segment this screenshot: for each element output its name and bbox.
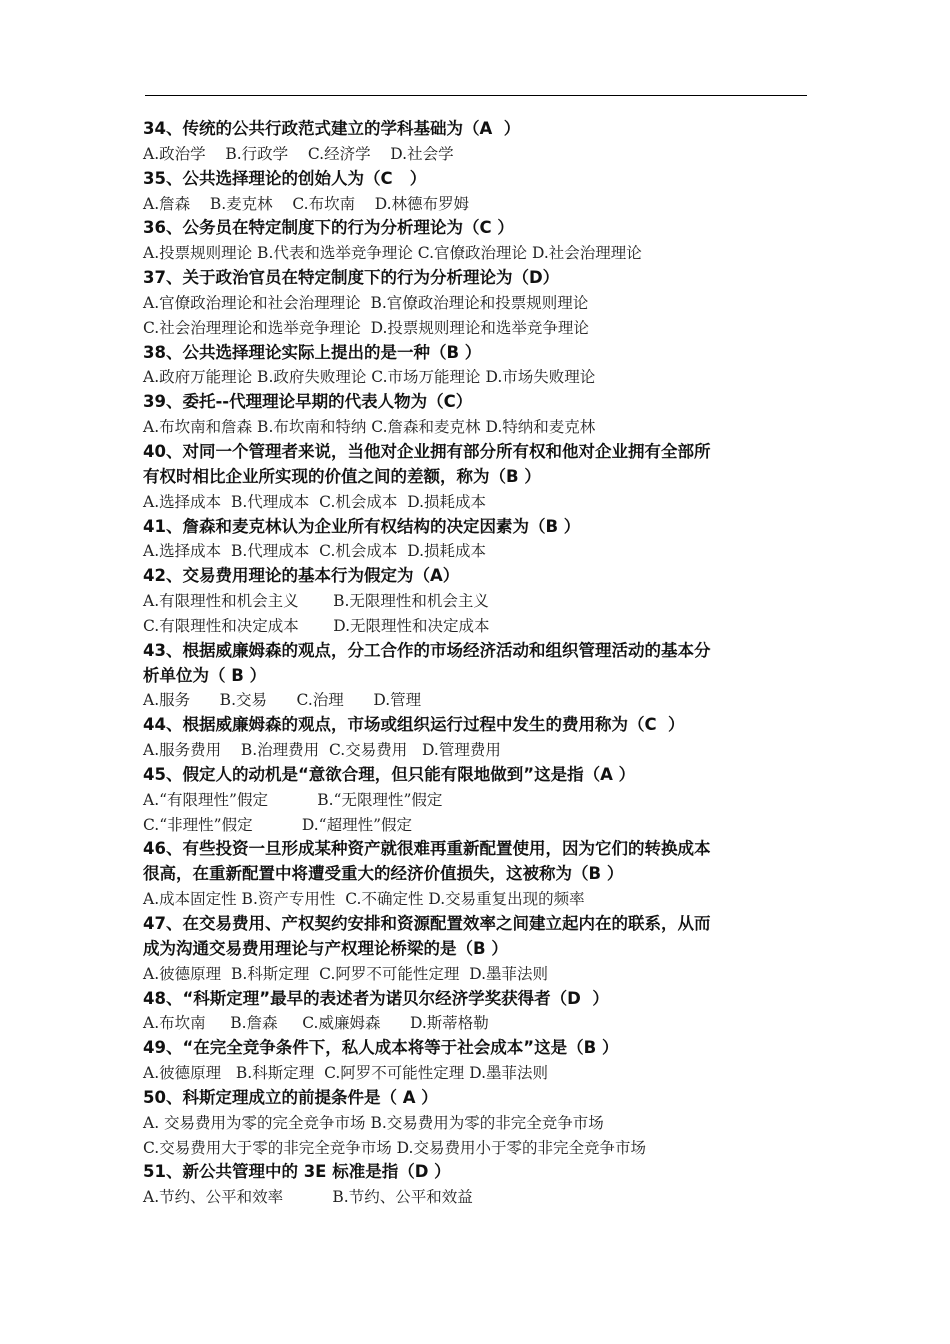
question-text: 42、交易费用理论的基本行为假定为（A） xyxy=(143,566,460,586)
question-text: 46、有些投资一旦形成某种资产就很难再重新配置使用，因为它们的转换成本 xyxy=(143,839,711,859)
question-text: 很高，在重新配置中将遭受重大的经济价值损失，这被称为（B ） xyxy=(143,864,624,884)
question-text: 39、委托--代理理论早期的代表人物为（C） xyxy=(143,392,473,412)
answer-options: A.服务费用 B.治理费用 C.交易费用 D.管理费用 xyxy=(143,741,501,760)
answer-options: A.选择成本 B.代理成本 C.机会成本 D.损耗成本 xyxy=(143,542,487,561)
answer-options: A.彼德原理 B.科斯定理 C.阿罗不可能性定理 D.墨菲法则 xyxy=(143,964,549,983)
answer-options: A. 交易费用为零的完全竞争市场 B.交易费用为零的非完全竞争市场 xyxy=(143,1113,604,1132)
answer-options: C.交易费用大于零的非完全竞争市场 D.交易费用小于零的非完全竞争市场 xyxy=(143,1138,646,1157)
question-text: 50、科斯定理成立的前提条件是（ A ） xyxy=(143,1087,438,1107)
answer-options: C.有限理性和决定成本 D.无限理性和决定成本 xyxy=(143,616,490,635)
question-text: 43、根据威廉姆森的观点，分工合作的市场经济活动和组织管理活动的基本分 xyxy=(143,640,711,660)
answer-options: C.社会治理理论和选举竞争理论 D.投票规则理论和选举竞争理论 xyxy=(143,318,589,337)
question-text: 36、公务员在特定制度下的行为分析理论为（C ） xyxy=(143,218,514,238)
question-text: 40、对同一个管理者来说，当他对企业拥有部分所有权和他对企业拥有全部所 xyxy=(143,441,711,461)
question-text: 41、詹森和麦克林认为企业所有权结构的决定因素为（B ） xyxy=(143,516,581,536)
question-text: 38、公共选择理论实际上提出的是一种（B ） xyxy=(143,342,482,362)
question-text: 35、公共选择理论的创始人为（C ） xyxy=(143,168,427,188)
question-text: 49、“在完全竞争条件下，私人成本将等于社会成本”这是（B ） xyxy=(143,1038,619,1058)
question-text: 44、根据威廉姆森的观点，市场或组织运行过程中发生的费用称为（C ） xyxy=(143,715,685,735)
question-text: 成为沟通交易费用理论与产权理论桥梁的是（B ） xyxy=(143,938,508,958)
answer-options: A.节约、公平和效率 B.节约、公平和效益 xyxy=(143,1188,473,1207)
answer-options: A.“有限理性”假定 B.“无限理性”假定 xyxy=(143,790,443,809)
answer-options: A.投票规则理论 B.代表和选举竞争理论 C.官僚政治理论 D.社会治理理论 xyxy=(143,244,642,263)
question-text: 析单位为（ B ） xyxy=(143,665,267,685)
answer-options: A.官僚政治理论和社会治理理论 B.官僚政治理论和投票规则理论 xyxy=(143,293,589,312)
header-rule xyxy=(145,95,807,96)
question-text: 34、传统的公共行政范式建立的学科基础为（A ） xyxy=(143,119,521,138)
question-text: 48、“科斯定理”最早的表述者为诺贝尔经济学奖获得者（D ） xyxy=(143,988,609,1008)
question-text: 45、假定人的动机是“意欲合理，但只能有限地做到”这是指（A ） xyxy=(143,764,636,784)
answer-options: A.布坎南和詹森 B.布坎南和特纳 C.詹森和麦克林 D.特纳和麦克林 xyxy=(143,418,596,437)
question-text: 有权时相比企业所实现的价值之间的差额，称为（B ） xyxy=(143,466,541,486)
answer-options: A.服务 B.交易 C.治理 D.管理 xyxy=(143,691,422,710)
answer-options: A.布坎南 B.詹森 C.威廉姆森 D.斯蒂格勒 xyxy=(143,1014,489,1033)
question-text: 47、在交易费用、产权契约安排和资源配置效率之间建立起内在的联系，从而 xyxy=(143,914,711,933)
answer-options: A.有限理性和机会主义 B.无限理性和机会主义 xyxy=(143,592,489,611)
question-list xyxy=(143,117,813,1210)
answer-options: A.彼德原理 B.科斯定理 C.阿罗不可能性定理 D.墨菲法则 xyxy=(143,1064,549,1083)
answer-options: A.政治学 B.行政学 C.经济学 D.社会学 xyxy=(143,144,454,163)
answer-options: C.“非理性”假定 D.“超理性”假定 xyxy=(143,815,413,834)
question-text: 51、新公共管理中的 3E 标准是指（D ） xyxy=(143,1162,451,1182)
answer-options: A.政府万能理论 B.政府失败理论 C.市场万能理论 D.市场失败理论 xyxy=(143,368,596,387)
answer-options: A.成本固定性 B.资产专用性 C.不确定性 D.交易重复出现的频率 xyxy=(143,890,585,909)
answer-options: A.詹森 B.麦克林 C.布坎南 D.林德布罗姆 xyxy=(143,194,470,213)
question-text: 37、关于政治官员在特定制度下的行为分析理论为（D） xyxy=(143,268,560,288)
answer-options: A.选择成本 B.代理成本 C.机会成本 D.损耗成本 xyxy=(143,492,487,511)
